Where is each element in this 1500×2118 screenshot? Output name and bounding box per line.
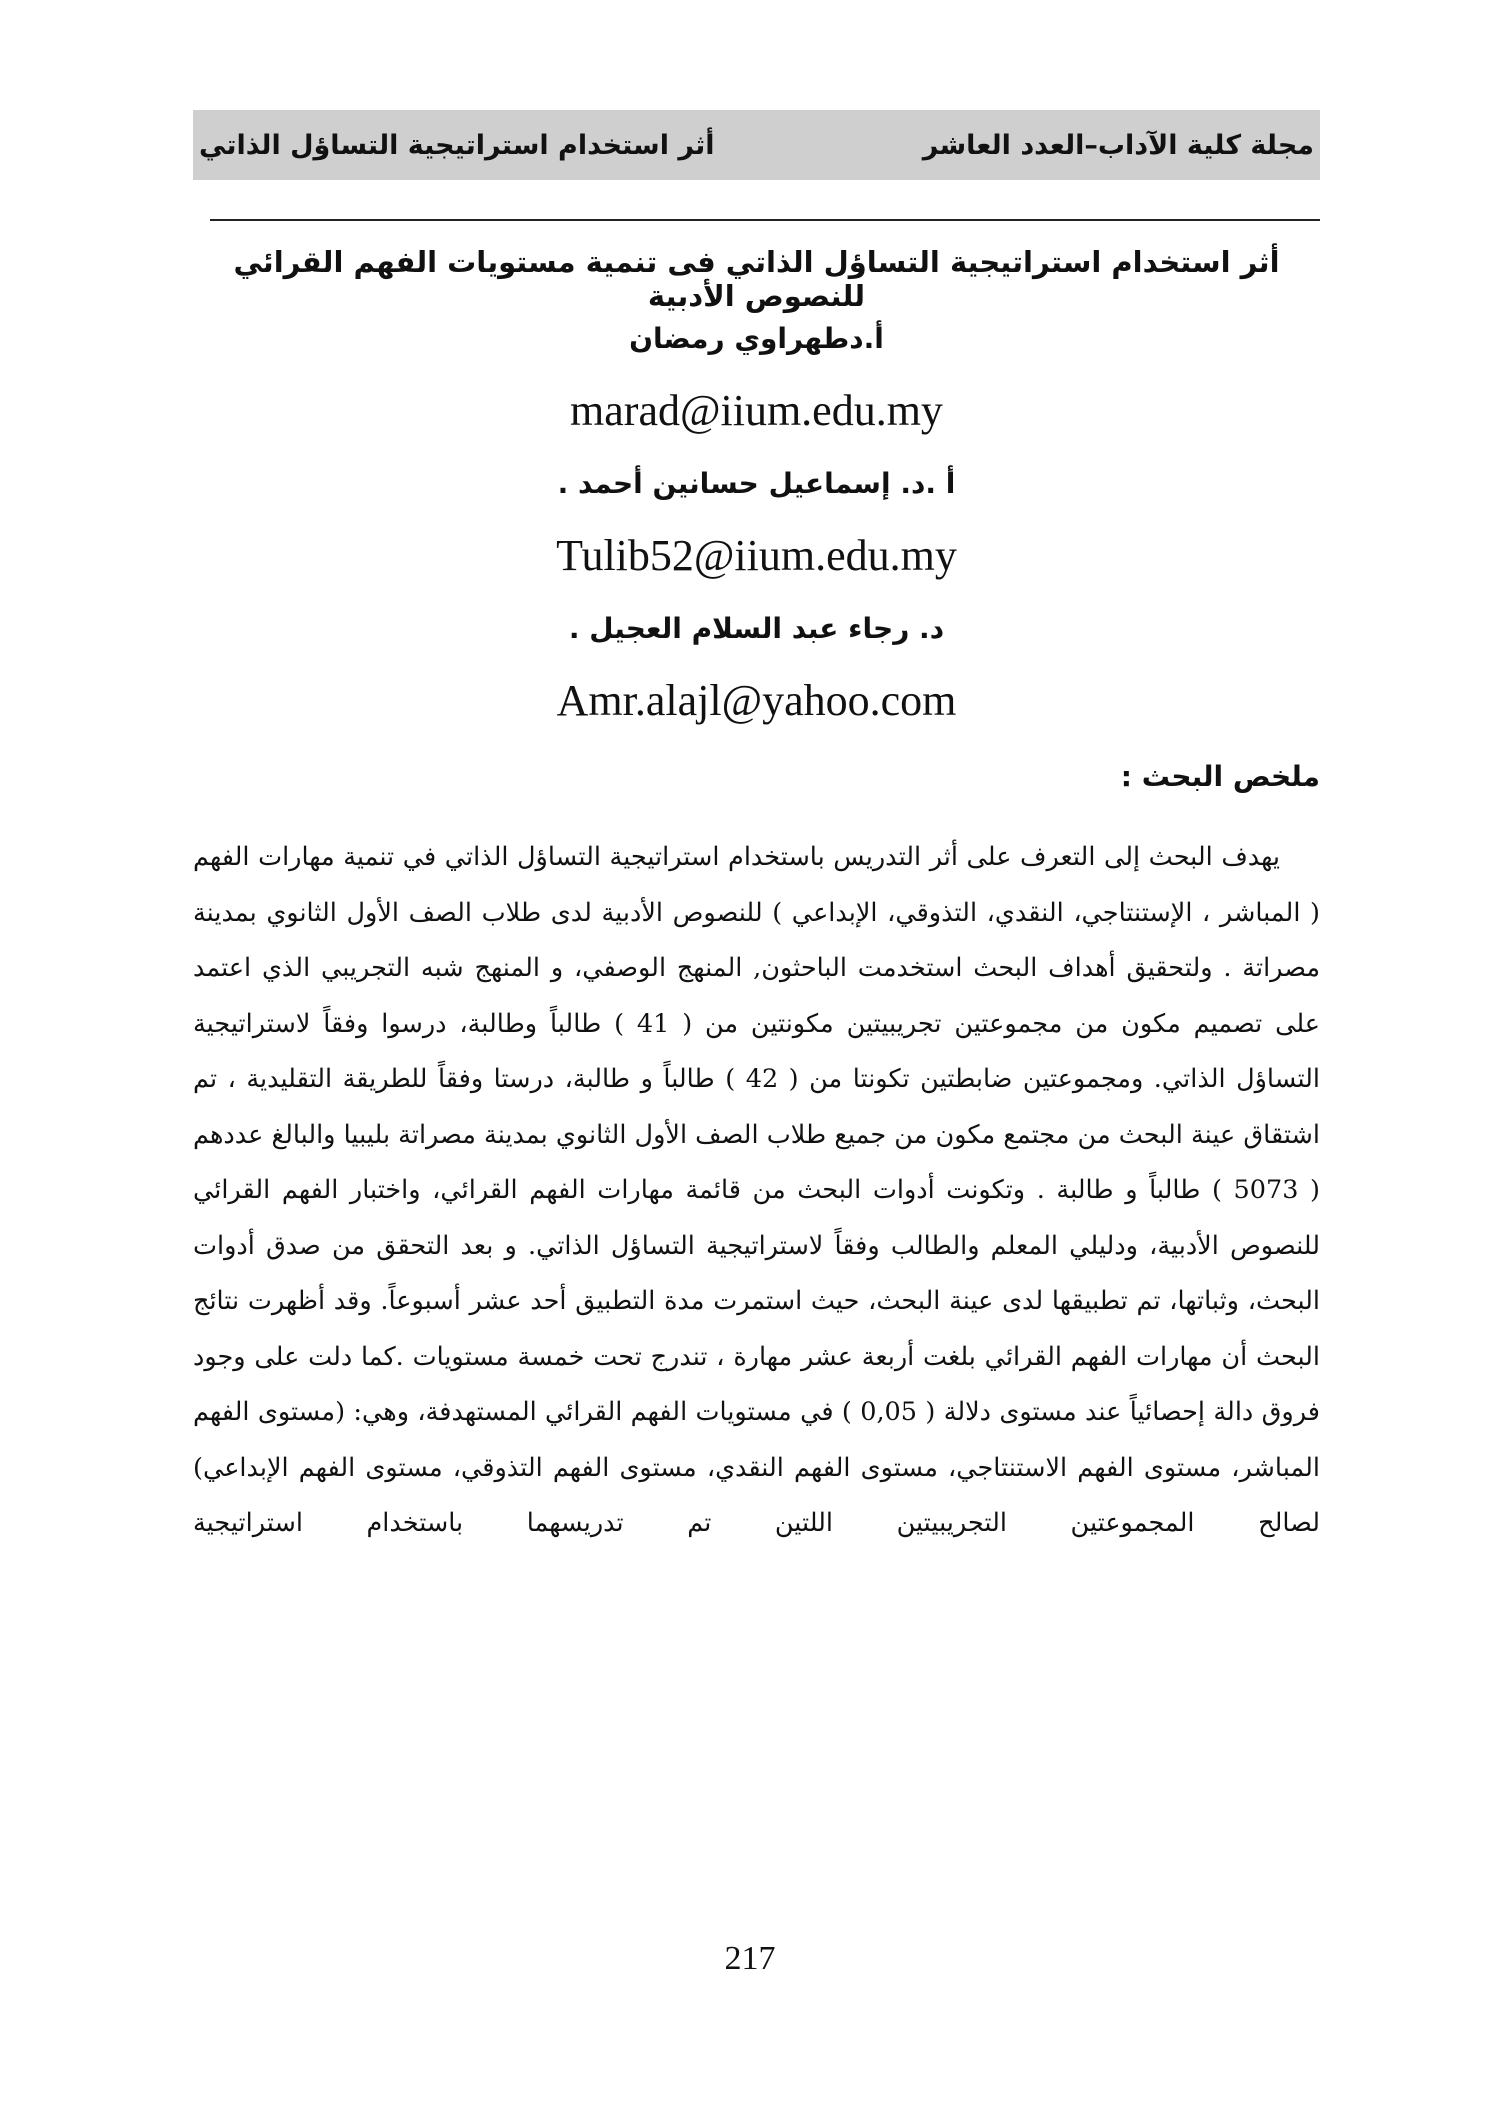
author-email: Amr.alajl@yahoo.com [556, 676, 957, 725]
running-title: أثر استخدام استراتيجية التساؤل الذاتي [199, 129, 715, 161]
author-name: د. رجاء عبد السلام العجيل . [568, 612, 945, 645]
abstract-body [193, 830, 1320, 1552]
journal-name: مجلة كلية الآداب–العدد العاشر [922, 129, 1314, 161]
author-name: أ .د. إسماعيل حسانين أحمد . [557, 467, 956, 500]
page-number: 217 [724, 1940, 776, 1977]
running-header [193, 110, 1320, 180]
article-title: أثر استخدام استراتيجية التساؤل الذاتي فى تنمية مستويات الفهم القرائي للنصوص الأدبية [233, 245, 1280, 313]
author-email: Tulib52@iium.edu.my [556, 531, 957, 580]
header-rule [210, 219, 1320, 221]
author-email: marad@iium.edu.my [570, 386, 943, 435]
abstract-paragraph: يهدف البحث إلى التعرف على أثر التدريس باستخدام استراتيجية التساؤل الذاتي في تنمية مهارات الفهم ( المباشر ، الإستنتاجي، النقدي، التذوقي، الإبداعي ) للنصوص الأدبية لدى طلاب الصف الأول الثانوي بمدينة مصراتة . ولتحقيق أهداف البحث استخدمت الباحثون, المنهج الوصفي، و المنهج شبه التجريبي الذي اعتمد على تصميم مكون من مجموعتين تجريبيتين مكونتين من ( 41 ) طالباً وطالبة، درسوا وفقاً لاستراتيجية التساؤل الذاتي. ومجموعتين ضابطتين تكونتا من ( 42 ) طالباً و طالبة، درستا وفقاً للطريقة التقليدية ، تم اشتقاق عينة البحث من مجتمع مكون من جميع طلاب الصف الأول الثانوي بمدينة مصراتة بليبيا والبالغ عددهم ( 5073 ) طالباً و طالبة . وتكونت أدوات البحث من قائمة مهارات الفهم القرائي، واختبار الفهم القرائي للنصوص الأدبية، ودليلي المعلم والطالب وفقاً لاستراتيجية التساؤل الذاتي. و بعد التحقق من صدق أدوات البحث، وثباتها، تم تطبيقها لدى عينة البحث، حيث استمرت مدة التطبيق أحد عشر أسبوعاً. وقد أظهرت نتائج البحث أن مهارات الفهم القرائي بلغت أربعة عشر مهارة ، تندرج تحت خمسة مستويات .كما دلت على وجود فروق دالة إحصائياً عند مستوى دلالة ( 0,05 ) في مستويات الفهم القرائي المستهدفة، وهي: (مستوى الفهم المباشر، مستوى الفهم الاستنتاجي، مستوى الفهم النقدي، مستوى الفهم التذوقي، مستوى الفهم الإبداعي) لصالح المجموعتين التجريبيتين اللتين تم تدريسهما باستخدام استراتيجية [193, 842, 1320, 1538]
abstract-heading: ملخص البحث : [1120, 760, 1320, 793]
author-name: أ.دطهراوي رمضان [629, 322, 884, 355]
